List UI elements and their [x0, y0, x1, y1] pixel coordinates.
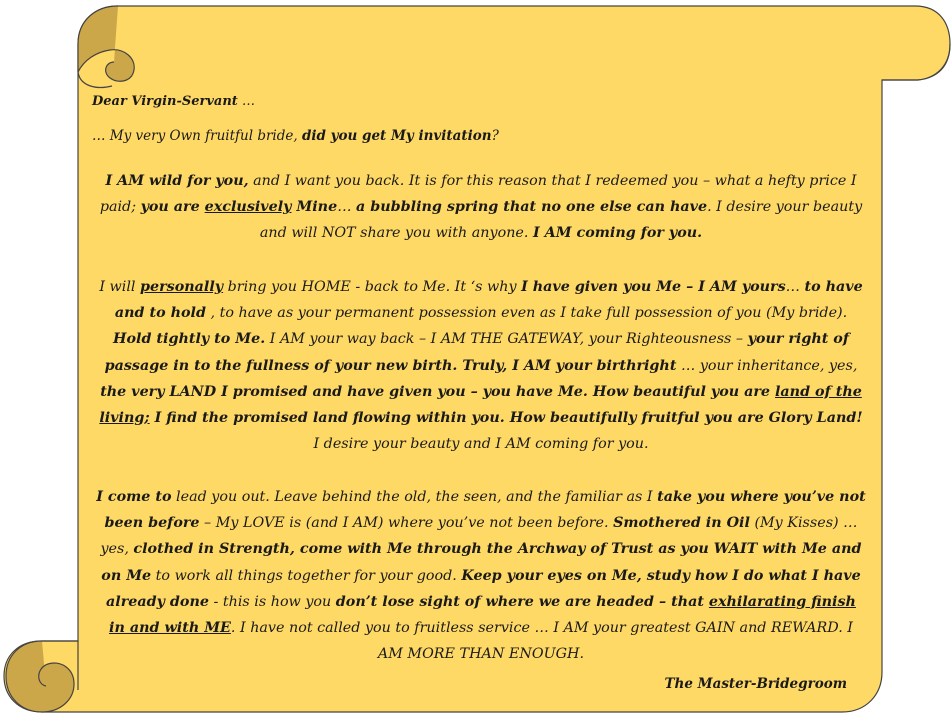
opening-line-b: did you get My invitation: [301, 128, 492, 144]
p2-s10: your right of passage in to the fullness of your new birth. Truly, I AM your birthright: [104, 331, 849, 374]
p2-s5: …: [785, 279, 805, 295]
p1-s3: you are: [140, 199, 205, 216]
salutation-name: Dear Virgin-Servant: [92, 94, 238, 109]
p3-s9: Keep your eyes on Me, study how I do what I have already done: [106, 567, 861, 610]
p2-s13: land of the living;: [99, 383, 862, 427]
p3-s12: exhilarating finish in and with ME: [109, 593, 856, 637]
opening-line: [92, 128, 499, 144]
paragraph-2: [96, 274, 866, 457]
p1-s2: and I want you back. It is for this reason that I redeemed you – what a hefty price I paid;: [99, 173, 857, 216]
salutation: [92, 94, 255, 109]
p1-s8: . I desire your beauty and will NOT share you with anyone.: [259, 199, 863, 242]
p1-s5: Mine: [291, 199, 338, 216]
paragraph-1: [96, 168, 866, 247]
p2-s1: I will: [99, 279, 141, 295]
p2-s7: , to have as your permanent possession even as I take full possession of you (My bride).: [205, 305, 848, 322]
p2-s6: to have and to hold: [114, 279, 863, 322]
p1-s6: …: [337, 199, 357, 216]
p3-s13: . I have not called you to fruitless service … I AM your greatest GAIN and REWARD. I AM MORE THAN ENOUGH.: [230, 620, 853, 663]
p3-s7: clothed in Strength, come with Me through the Archway of Trust as you WAIT with Me and on Me: [101, 541, 862, 584]
p2-s4: I have given you Me – I AM yours: [521, 279, 786, 295]
p2-s11: … your inheritance, yes,: [676, 357, 858, 374]
p3-s1: I come to: [96, 489, 172, 505]
p2-s2: personally: [140, 279, 224, 295]
p1-s1: I AM wild for you,: [105, 173, 249, 189]
p3-s4: – My LOVE is (and I AM) where you’ve not been before.: [199, 515, 614, 532]
p2-s3: bring you HOME - back to Me. It ‘s why: [223, 279, 522, 295]
signature-text: The Master-Bridegroom: [664, 676, 847, 692]
p3-s8: to work all things together for your good.: [151, 567, 462, 584]
p1-s4: exclusively: [204, 199, 292, 216]
p2-s14: I find the promised land flowing within you. How beautifully fruitful you are Glory Land!: [149, 410, 863, 427]
p3-s3: take you where you’ve not been before: [104, 489, 866, 532]
p2-s12: the very LAND I promised and have given you – you have Me. How beautiful you are: [100, 383, 775, 400]
p3-s5: Smothered in Oil: [613, 515, 750, 532]
signature: [664, 676, 847, 692]
p2-s15: I desire your beauty and I AM coming for you.: [313, 436, 649, 453]
salutation-tail: …: [237, 94, 255, 109]
p2-s8: Hold tightly to Me.: [112, 331, 266, 348]
p2-s9: I AM your way back – I AM THE GATEWAY, your Righteousness –: [265, 331, 748, 348]
p1-s9: I AM coming for you.: [532, 225, 703, 242]
p3-s11: don’t lose sight of where we are headed – that: [335, 593, 709, 610]
opening-line-c: ?: [491, 128, 499, 144]
letter-text: [88, 90, 873, 710]
p3-s10: - this is how you: [208, 593, 336, 610]
p1-s7: a bubbling spring that no one else can have: [356, 199, 708, 216]
opening-line-a: … My very Own fruitful bride,: [92, 128, 302, 144]
p3-s6: (My Kisses) … yes,: [100, 515, 858, 558]
paragraph-3: [96, 484, 866, 667]
p3-s2: lead you out. Leave behind the old, the seen, and the familiar as I: [171, 489, 658, 505]
